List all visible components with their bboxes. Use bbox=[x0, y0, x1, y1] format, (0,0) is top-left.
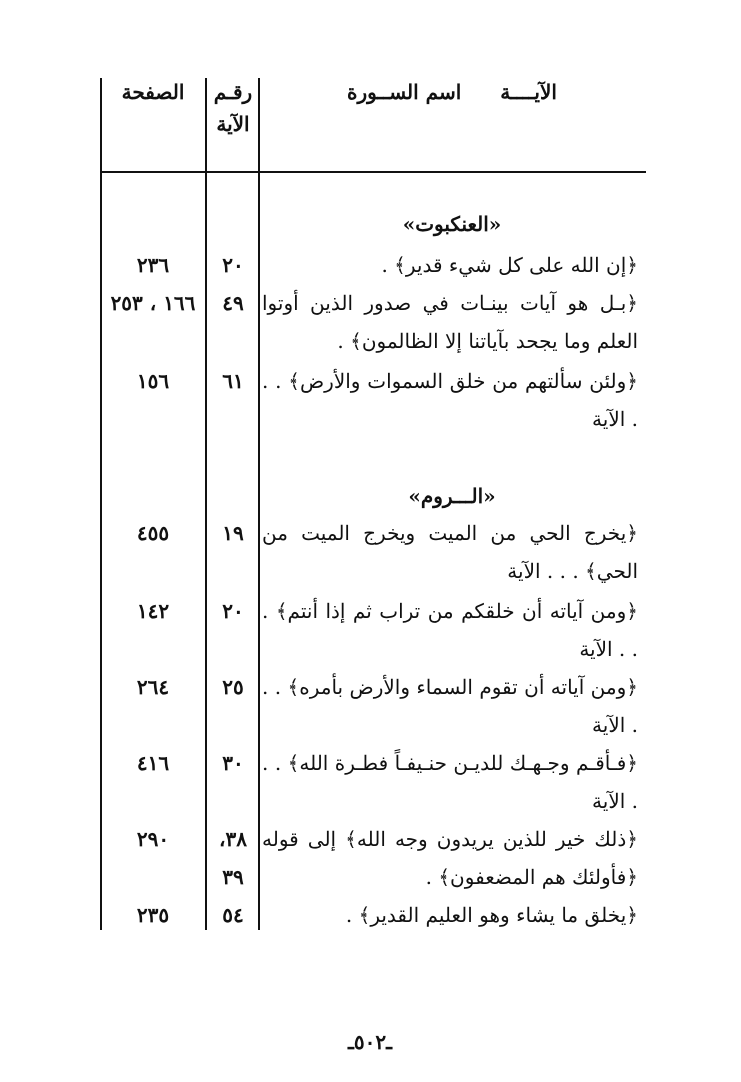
verse-number: ٢٥ bbox=[222, 675, 244, 699]
header-surah-name: اسم الســورة bbox=[347, 80, 462, 104]
column-divider-number bbox=[258, 78, 260, 930]
verse-text: ﴿ومن آياته أن خلقكم من تراب ثم إذا أنتم﴾ . . . الآية bbox=[262, 599, 638, 661]
verse-text: ﴿يخلق ما يشاء وهو العليم القدير﴾ . bbox=[345, 903, 638, 927]
page-reference: ١٤٢ bbox=[136, 599, 170, 623]
column-divider-page bbox=[205, 78, 207, 930]
page-reference: ١٥٦ bbox=[136, 369, 170, 393]
verse-number: ٢٠ bbox=[222, 253, 244, 277]
page-number: ـ٥٠٢ـ bbox=[348, 1030, 392, 1054]
page-reference: ٢٩٠ bbox=[136, 827, 170, 851]
verse-text: ﴿يخرج الحي من الميت ويخرج الميت من الحي﴾ . . . الآية bbox=[262, 521, 638, 583]
verse-number: ٢٠ bbox=[222, 599, 244, 623]
verse-number: ٣٠ bbox=[222, 751, 244, 775]
page-reference: ٤٥٥ bbox=[136, 521, 170, 545]
verse-number: ٣٨، ٣٩ bbox=[219, 827, 247, 889]
header-verse-word: الآيــــة bbox=[500, 80, 557, 104]
verse-text: ﴿فـأقـم وجـهـك للديـن حنـيفـاً فطـرة الله﴾ . . . الآية bbox=[262, 751, 638, 813]
verse-number: ١٩ bbox=[222, 521, 244, 545]
table-left-border bbox=[100, 78, 102, 930]
page-reference: ٢٣٦ bbox=[136, 253, 170, 277]
header-verse bbox=[262, 76, 642, 108]
verse-text: ﴿إن الله على كل شيء قدير﴾ . bbox=[381, 253, 638, 277]
verse-text: ﴿ومن آياته أن تقوم السماء والأرض بأمره﴾ . . . الآية bbox=[262, 675, 638, 737]
page-reference: ١٦٦ ، ٢٥٣ bbox=[110, 291, 196, 315]
surah-title-rum: «الـــروم» bbox=[408, 484, 496, 508]
page-reference: ٢٣٥ bbox=[136, 903, 170, 927]
header-rule bbox=[100, 171, 646, 173]
page-reference: ٤١٦ bbox=[136, 751, 170, 775]
header-page: الصفحة bbox=[121, 80, 185, 104]
surah-title-ankabut: «العنكبوت» bbox=[402, 212, 502, 236]
verse-number: ٦١ bbox=[222, 369, 244, 393]
verse-number: ٤٩ bbox=[222, 291, 244, 315]
verse-text: ﴿ذلك خير للذين يريدون وجه الله﴾ إلى قوله ﴿فأولئك هم المضعفون﴾ . bbox=[262, 827, 638, 889]
verse-text: ﴿بـل هو آيات بينـات في صدور الذين أوتوا العلم وما يجحد بآياتنا إلا الظالمون﴾ . bbox=[262, 291, 638, 353]
verse-number: ٥٤ bbox=[222, 903, 244, 927]
verse-text: ﴿ولئن سألتهم من خلق السموات والأرض﴾ . . . الآية bbox=[262, 369, 638, 431]
header-verse-number: رقـم الآية bbox=[213, 80, 253, 136]
page-reference: ٢٦٤ bbox=[136, 675, 170, 699]
